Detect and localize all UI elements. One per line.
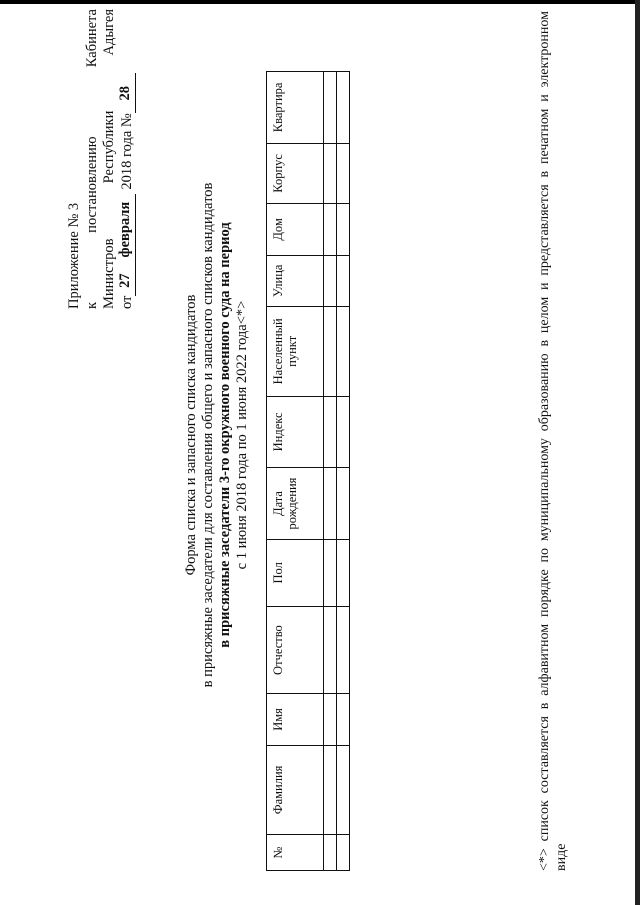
header-surname: Фамилия [267,745,324,835]
appendix-line-4 [116,9,137,309]
table-row [337,72,350,871]
appendix-kabineta: Кабинета [83,9,100,68]
header-apartment: Квартира [267,72,324,144]
header-house: Дом [267,204,324,255]
appendix-doc-number: 28 [119,73,137,113]
appendix-ot: от [118,295,135,309]
header-postcode: Индекс [267,396,324,468]
appendix-postanovleniyu: постановлению [83,136,100,233]
header-sex: Пол [267,539,324,606]
form-title-line-2: в присяжные заседатели для составления общего и запасного списков кандидатов [200,182,216,688]
header-street: Улица [267,255,324,306]
appendix-line-3 [101,9,119,309]
table-row [324,72,337,871]
form-title-line-4: с 1 июня 2018 года по 1 июня 2022 года<*> [234,300,250,570]
appendix-respubliki: Республики [101,110,117,184]
form-title [183,105,251,765]
appendix-ministrov: Министров [101,238,117,309]
appendix-adygeya: Адыгея [101,9,117,56]
appendix-date-month: февраля [119,194,137,266]
header-birth-date: Дата рождения [267,468,324,540]
appendix-date-day: 27 [119,266,137,296]
form-title-line-3: в присяжные заседатели 3-го окружного военного суда на период [217,222,233,648]
appendix-block [66,9,136,309]
appendix-title: Приложение № 3 [66,202,82,309]
appendix-year-text: 2018 года № [118,113,135,190]
header-patronymic: Отчество [267,606,324,693]
header-locality: Населенный пункт [267,307,324,397]
table-header-row [267,72,324,871]
appendix-k: к [83,301,100,309]
candidate-list-table [266,71,350,871]
header-building: Корпус [267,143,324,203]
footnote: <*> список составляется в алфавитном порядке по муниципальному образованию в целом и представляется в печатном и электронном виде [537,11,569,871]
appendix-title-row [66,9,84,309]
header-number: № [267,835,324,871]
header-name: Имя [267,694,324,745]
form-title-line-1: Форма списка и запасного списка кандидатов [183,294,199,576]
appendix-line-2 [84,9,102,309]
